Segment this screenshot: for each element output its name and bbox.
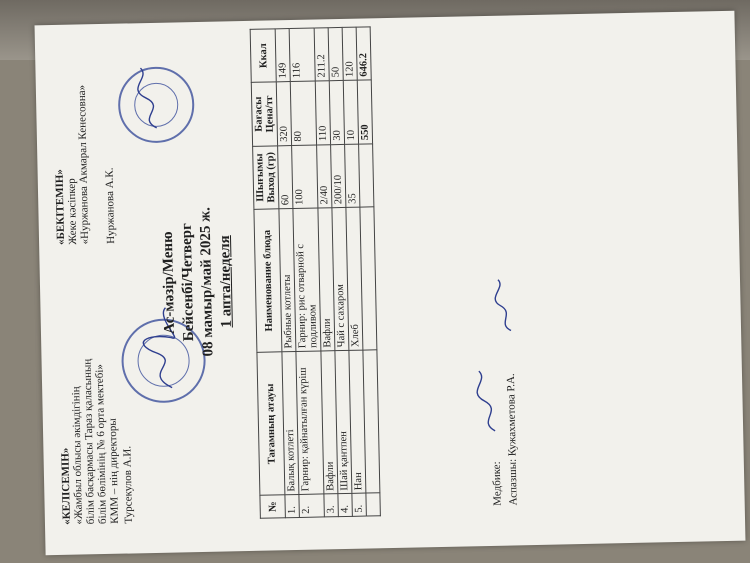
row-price: 110 bbox=[315, 81, 330, 145]
row-name-kz: Вафли bbox=[321, 351, 338, 494]
row-num: 3. bbox=[324, 494, 338, 517]
menu-table bbox=[250, 26, 381, 518]
menu-title: Ас-мәзір/Меню bbox=[159, 231, 179, 335]
row-price: 30 bbox=[329, 81, 344, 145]
nurse-label: Медбике: bbox=[490, 461, 504, 506]
header-output: Шығымы Выход (гр) bbox=[253, 145, 279, 209]
right-org-line-1: Жеке кәсіпкер bbox=[65, 178, 80, 245]
left-signatory: Турсекулов А.И. bbox=[121, 445, 135, 524]
row-num: 4. bbox=[338, 494, 352, 517]
right-approval-title: «БЕКІТЕМІН» bbox=[53, 169, 68, 246]
total-kcal: 646.2 bbox=[356, 27, 371, 81]
right-org-line-2: «Нуржанова Акмарал Кенесовна» bbox=[75, 84, 92, 245]
menu-title-block bbox=[155, 21, 242, 542]
row-kcal: 149 bbox=[275, 29, 290, 83]
nurse-signature bbox=[474, 366, 505, 437]
row-output: 2/40 bbox=[317, 144, 332, 208]
menu-date: 08 мамыр/май 2025 ж. bbox=[197, 207, 217, 357]
header-name-kz: Тағамның атауы bbox=[257, 352, 285, 496]
row-price: 80 bbox=[290, 81, 316, 145]
menu-day: Бейсенбі/Четверг bbox=[178, 223, 198, 342]
right-signatory: Нуржанова А.К. bbox=[103, 167, 118, 244]
row-kcal: 211.2 bbox=[314, 28, 329, 82]
row-num: 2. bbox=[299, 494, 324, 517]
left-org-line-3: білім бөлімінің № 6 орта мектебі» bbox=[93, 364, 109, 525]
row-name-ru: Хлеб bbox=[346, 207, 363, 350]
header-num: № bbox=[260, 495, 285, 518]
row-kcal: 50 bbox=[328, 27, 343, 81]
cook-label: Аспазшы: Кужахметова Р.А. bbox=[504, 373, 520, 506]
row-price: 10 bbox=[343, 80, 358, 144]
row-name-kz: Нан bbox=[349, 350, 366, 493]
row-name-ru: Рыбные котлеты bbox=[279, 209, 296, 352]
row-price: 320 bbox=[276, 82, 291, 146]
row-output: 60 bbox=[278, 145, 293, 209]
left-org-line-1: «Жамбыл облысы әкімдігінің bbox=[70, 386, 85, 525]
header-name-ru: Наименование блюда bbox=[254, 209, 282, 353]
header-kcal: Ккал bbox=[250, 29, 276, 83]
row-kcal: 120 bbox=[342, 27, 357, 81]
menu-page bbox=[35, 11, 736, 545]
row-name-ru: Вафли bbox=[318, 208, 335, 351]
left-org-line-2: білім басқармасы Тараз қаласының bbox=[81, 358, 97, 525]
row-num: 1. bbox=[285, 495, 299, 518]
menu-week: 1 апта/неделя bbox=[216, 235, 235, 328]
header-price: Бағасы Цена/тг bbox=[251, 82, 277, 146]
document-sheet bbox=[35, 11, 746, 556]
left-approval-title: «КЕЛІСЕМІН» bbox=[59, 447, 73, 525]
row-name-ru: Гарнир: рис отварной с подливом bbox=[293, 208, 321, 352]
cook-signature bbox=[492, 275, 517, 335]
row-name-ru: Чай с сахаром bbox=[332, 207, 349, 350]
row-num: 5. bbox=[352, 494, 366, 517]
approval-left-block bbox=[56, 293, 135, 524]
approval-right-block bbox=[51, 44, 117, 245]
left-org-line-4: КММ – нің директоры bbox=[106, 418, 121, 524]
row-name-kz: Шай қантпен bbox=[335, 351, 352, 494]
total-price: 550 bbox=[357, 80, 372, 144]
row-name-kz: Гарнир: қайнатылған күріш bbox=[296, 351, 324, 495]
row-name-kz: Балық котлеті bbox=[282, 352, 299, 495]
row-output: 100 bbox=[292, 145, 318, 209]
row-output: 200/10 bbox=[331, 144, 346, 208]
row-output: 35 bbox=[345, 144, 360, 208]
row-kcal: 116 bbox=[289, 28, 315, 82]
